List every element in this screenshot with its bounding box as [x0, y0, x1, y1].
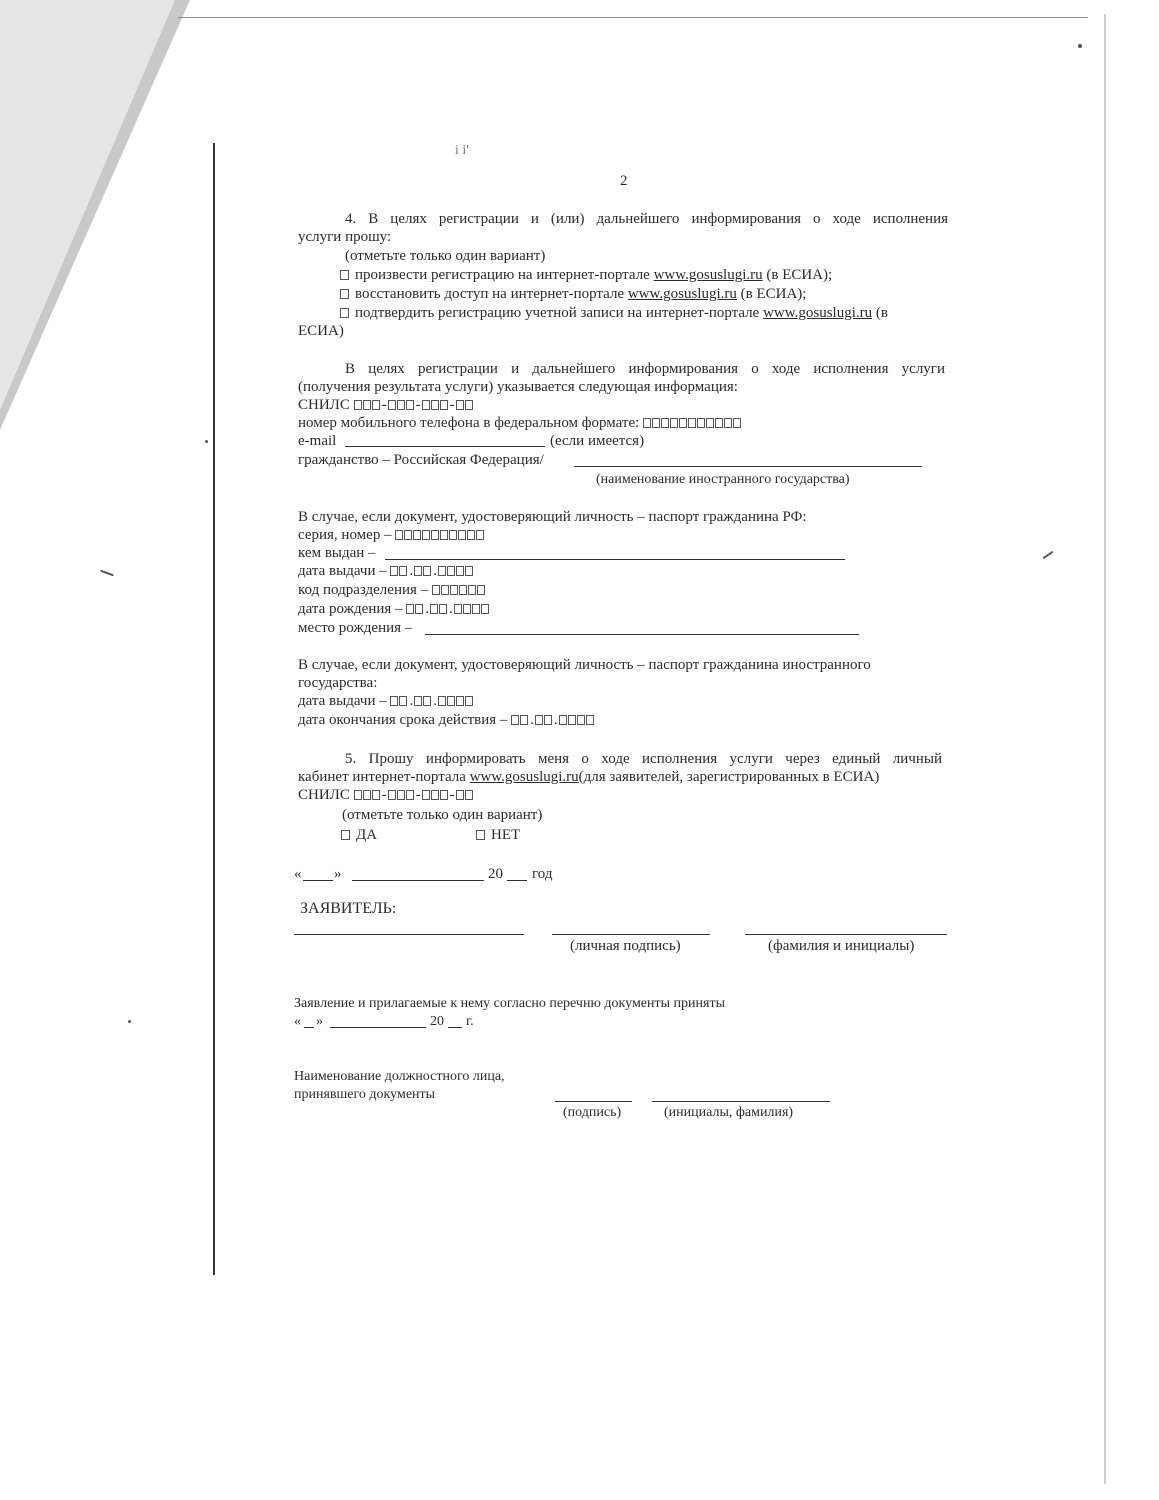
char-box[interactable]	[423, 696, 431, 706]
passport-rf-heading: В случае, если документ, удостоверяющий личность – паспорт гражданина РФ:	[298, 509, 807, 525]
char-box[interactable]	[447, 566, 455, 576]
phone-input[interactable]	[643, 414, 742, 432]
gosuslugi-link[interactable]: www.gosuslugi.ru	[653, 267, 763, 283]
char-box[interactable]	[465, 696, 473, 706]
char-box[interactable]	[447, 696, 455, 706]
official-signature-line[interactable]	[555, 1101, 632, 1102]
char-box[interactable]	[467, 530, 475, 540]
char-box[interactable]	[432, 585, 440, 595]
birth-date-row: дата рождения – . .	[298, 600, 490, 618]
char-box[interactable]	[586, 715, 594, 725]
char-box[interactable]	[431, 790, 439, 800]
char-box[interactable]	[431, 400, 439, 410]
applicant-name-caption: (фамилия и инициалы)	[768, 938, 915, 954]
field-separator: -	[415, 397, 421, 413]
char-box[interactable]	[458, 530, 466, 540]
official-line1: Наименование должностного лица,	[294, 1069, 505, 1084]
issued-by-label: кем выдан –	[298, 545, 376, 561]
char-box[interactable]	[465, 566, 473, 576]
date-open-quote: «	[294, 866, 302, 882]
char-box[interactable]	[354, 400, 362, 410]
char-box[interactable]	[465, 400, 473, 410]
issued-by-input[interactable]	[385, 559, 845, 560]
char-box[interactable]	[544, 715, 552, 725]
char-box[interactable]	[477, 585, 485, 595]
applicant-signature-line[interactable]	[552, 934, 710, 935]
page-number: 2	[620, 173, 628, 189]
char-box[interactable]	[404, 530, 412, 540]
foreign-issue-date-input[interactable]	[390, 692, 474, 710]
issue-date-input[interactable]	[390, 562, 474, 580]
char-box[interactable]	[354, 790, 362, 800]
passport-foreign-heading2: государства:	[298, 675, 378, 691]
option2-checkbox[interactable]	[340, 289, 349, 299]
char-box[interactable]	[431, 530, 439, 540]
section5-line2: кабинет интернет-портала www.gosuslugi.ru(для заявителей, зарегистрированных в ЕСИА)	[298, 769, 880, 785]
option1-checkbox[interactable]	[340, 270, 349, 280]
char-box[interactable]	[568, 715, 576, 725]
date-year-input[interactable]	[507, 880, 527, 881]
char-box[interactable]	[577, 715, 585, 725]
foreign-issue-date-row: дата выдачи – . .	[298, 692, 474, 710]
applicant-line[interactable]	[294, 934, 524, 935]
email-input[interactable]	[345, 446, 545, 447]
section4-option3: подтвердить регистрацию учетной записи на интернет-портале www.gosuslugi.ru (в	[340, 304, 888, 322]
char-box[interactable]	[440, 790, 448, 800]
char-box[interactable]	[697, 418, 705, 428]
char-box[interactable]	[413, 530, 421, 540]
gosuslugi-link[interactable]: www.gosuslugi.ru	[469, 769, 579, 785]
char-box[interactable]	[440, 400, 448, 410]
no-option[interactable]: НЕТ	[476, 826, 520, 844]
scan-speck	[1078, 44, 1082, 48]
char-box[interactable]	[511, 715, 519, 725]
char-box[interactable]	[440, 530, 448, 540]
char-box[interactable]	[388, 400, 396, 410]
char-box[interactable]	[468, 585, 476, 595]
section4-line1: 4. В целях регистрации и (или) дальнейшего информирования о ходе исполнения	[345, 211, 948, 227]
char-box[interactable]	[724, 418, 732, 428]
passport-series-input[interactable]	[395, 526, 485, 544]
acceptance-year-input[interactable]	[448, 1027, 462, 1028]
date-month-input[interactable]	[352, 880, 484, 881]
info-line1: В целях регистрации и дальнейшего информирования о ходе исполнения услуги	[345, 361, 945, 377]
section4-option1: произвести регистрацию на интернет-портале www.gosuslugi.ru (в ЕСИА);	[340, 266, 832, 284]
foreign-expiry-row: дата окончания срока действия – . .	[298, 711, 595, 729]
field-separator: .	[530, 712, 534, 728]
char-box[interactable]	[430, 604, 438, 614]
char-box[interactable]	[423, 566, 431, 576]
char-box[interactable]	[406, 400, 414, 410]
section5-note: (отметьте только один вариант)	[342, 807, 543, 823]
foreign-state-input[interactable]	[574, 466, 922, 467]
field-separator: .	[449, 601, 453, 617]
passport-series-row: серия, номер –	[298, 526, 485, 544]
birth-place-input[interactable]	[425, 634, 859, 635]
email-note: (если имеется)	[550, 433, 645, 449]
char-box[interactable]	[422, 400, 430, 410]
birth-date-input[interactable]	[406, 600, 490, 618]
scan-speck	[1043, 551, 1054, 560]
applicant-label: ЗАЯВИТЕЛЬ:	[300, 900, 397, 917]
char-box[interactable]	[450, 585, 458, 595]
char-box[interactable]	[390, 566, 398, 576]
division-code-input[interactable]	[432, 581, 486, 599]
field-separator: .	[425, 601, 430, 617]
scan-top-edge	[178, 17, 1088, 18]
char-box[interactable]	[441, 585, 449, 595]
date-year-label: год	[532, 866, 553, 882]
char-box[interactable]	[643, 418, 651, 428]
char-box[interactable]	[465, 790, 473, 800]
foreign-state-caption: (наименование иностранного государства)	[596, 472, 850, 487]
acceptance-century: 20	[430, 1014, 444, 1029]
field-separator: .	[433, 563, 437, 579]
char-box[interactable]	[463, 604, 471, 614]
char-box[interactable]	[456, 696, 464, 706]
char-box[interactable]	[438, 696, 446, 706]
date-close-quote: »	[334, 866, 342, 882]
field-separator: .	[409, 693, 414, 709]
applicant-signature-caption: (личная подпись)	[570, 938, 681, 954]
char-box[interactable]	[449, 530, 457, 540]
char-box[interactable]	[363, 790, 371, 800]
char-box[interactable]	[652, 418, 660, 428]
yes-option[interactable]: ДА	[341, 826, 377, 844]
acceptance-year-label: г.	[466, 1014, 474, 1029]
official-initials-line[interactable]	[652, 1101, 830, 1102]
official-initials-caption: (инициалы, фамилия)	[664, 1105, 794, 1120]
scan-speck	[128, 1020, 131, 1023]
char-box[interactable]	[459, 585, 467, 595]
section4-option3-cont: ЕСИА)	[298, 323, 344, 339]
char-box[interactable]	[363, 400, 371, 410]
field-separator: .	[409, 563, 414, 579]
char-box[interactable]	[397, 790, 405, 800]
official-signature-caption: (подпись)	[563, 1105, 622, 1120]
char-box[interactable]	[715, 418, 723, 428]
char-box[interactable]	[414, 696, 422, 706]
char-box[interactable]	[422, 530, 430, 540]
no-checkbox[interactable]	[476, 830, 485, 840]
scan-speck	[205, 440, 208, 443]
division-code-row: код подразделения –	[298, 581, 486, 599]
char-box[interactable]	[422, 790, 430, 800]
char-box[interactable]	[390, 696, 398, 706]
char-box[interactable]	[399, 566, 407, 576]
scan-right-edge	[1104, 14, 1106, 1484]
gosuslugi-link[interactable]: www.gosuslugi.ru	[627, 286, 737, 302]
char-box[interactable]	[406, 604, 414, 614]
char-box[interactable]	[415, 604, 423, 614]
acceptance-date-close: »	[316, 1014, 323, 1029]
char-box[interactable]	[535, 715, 543, 725]
passport-foreign-heading1: В случае, если документ, удостоверяющий личность – паспорт гражданина иностранного	[298, 657, 871, 673]
char-box[interactable]	[454, 604, 462, 614]
section4-option2: восстановить доступ на интернет-портале www.gosuslugi.ru (в ЕСИА);	[340, 285, 806, 303]
gosuslugi-link[interactable]: www.gosuslugi.ru	[763, 305, 873, 321]
citizenship-label: гражданство – Российская Федерация/	[298, 452, 544, 468]
char-box[interactable]	[438, 566, 446, 576]
scan-speck	[100, 570, 114, 577]
info-line2: (получения результата услуги) указывается следующая информация:	[298, 379, 738, 395]
field-separator: -	[449, 787, 455, 803]
section5-line1: 5. Прошу информировать меня о ходе исполнения услуги через единый личный	[345, 751, 942, 767]
snils-row: СНИЛС - - -	[298, 396, 474, 414]
char-box[interactable]	[559, 715, 567, 725]
char-box[interactable]	[456, 790, 464, 800]
char-box[interactable]	[414, 566, 422, 576]
scan-left-rule	[213, 143, 215, 1275]
char-box[interactable]	[397, 400, 405, 410]
phone-row: номер мобильного телефона в федеральном формате:	[298, 414, 742, 432]
page-fold-corner	[0, 0, 175, 410]
acceptance-month-input[interactable]	[330, 1027, 426, 1028]
char-box[interactable]	[372, 400, 380, 410]
char-box[interactable]	[372, 790, 380, 800]
option3-checkbox[interactable]	[340, 308, 349, 318]
char-box[interactable]	[733, 418, 741, 428]
snils-input[interactable]	[354, 396, 474, 414]
yes-checkbox[interactable]	[341, 830, 350, 840]
foreign-expiry-input[interactable]	[511, 711, 595, 729]
char-box[interactable]	[481, 604, 489, 614]
char-box[interactable]	[706, 418, 714, 428]
section4-line2: услуги прошу:	[298, 229, 392, 245]
section5-snils-row: СНИЛС - - -	[298, 786, 474, 804]
char-box[interactable]	[406, 790, 414, 800]
section4-note: (отметьте только один вариант)	[345, 248, 546, 264]
field-separator: -	[415, 787, 421, 803]
date-century: 20	[488, 866, 503, 882]
acceptance-day-input[interactable]	[304, 1027, 314, 1028]
field-separator: .	[553, 712, 558, 728]
section5-snils-input[interactable]	[354, 786, 474, 804]
field-separator: -	[381, 397, 387, 413]
char-box[interactable]	[395, 530, 403, 540]
char-box[interactable]	[456, 400, 464, 410]
birth-place-label: место рождения –	[298, 620, 413, 636]
char-box[interactable]	[661, 418, 669, 428]
date-day-input[interactable]	[303, 880, 333, 881]
char-box[interactable]	[399, 696, 407, 706]
applicant-name-line[interactable]	[745, 934, 947, 935]
char-box[interactable]	[670, 418, 678, 428]
official-line2: принявшего документы	[294, 1087, 436, 1102]
char-box[interactable]	[688, 418, 696, 428]
char-box[interactable]	[388, 790, 396, 800]
char-box[interactable]	[520, 715, 528, 725]
acceptance-line1: Заявление и прилагаемые к нему согласно перечню документы приняты	[294, 996, 725, 1011]
field-separator: -	[449, 397, 455, 413]
email-label: e-mail	[298, 433, 337, 449]
char-box[interactable]	[472, 604, 480, 614]
char-box[interactable]	[439, 604, 447, 614]
char-box[interactable]	[679, 418, 687, 428]
field-separator: -	[381, 787, 387, 803]
field-separator: .	[433, 693, 437, 709]
acceptance-date-open: «	[294, 1014, 301, 1029]
scan-mark: i i'	[455, 143, 469, 158]
char-box[interactable]	[456, 566, 464, 576]
issue-date-row: дата выдачи – . .	[298, 562, 474, 580]
char-box[interactable]	[476, 530, 484, 540]
